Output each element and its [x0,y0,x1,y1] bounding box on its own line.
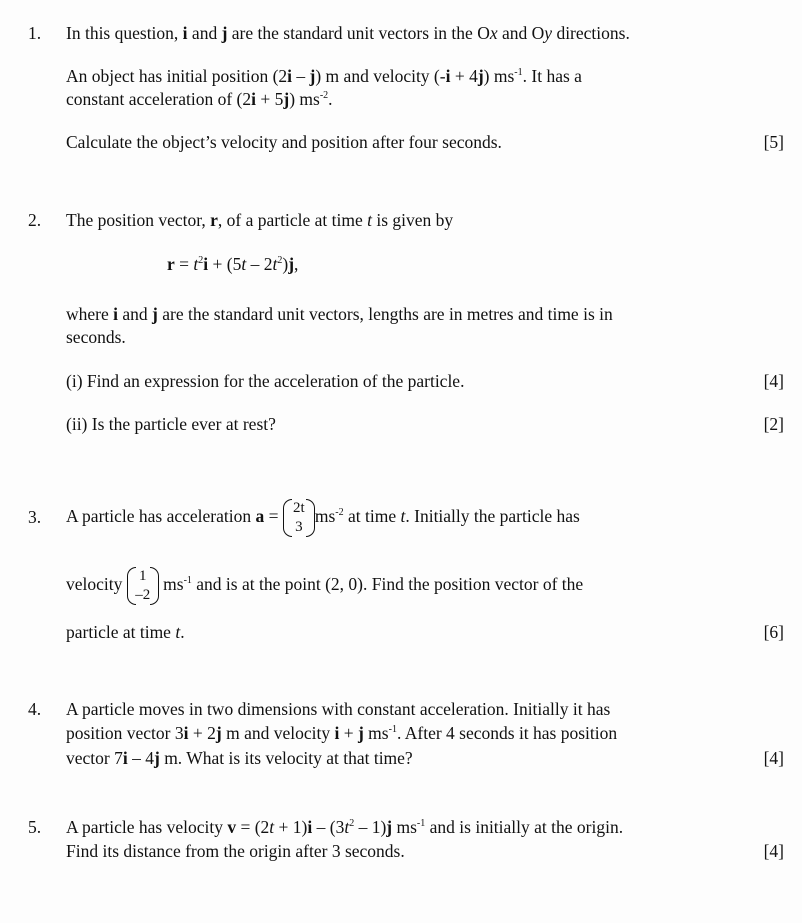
q2-line-3: seconds. [66,327,126,347]
acceleration-vector: 2t 3 [283,499,315,537]
q2-part-ii: (ii) Is the particle ever at rest? [66,414,276,434]
q3-line-2: velocity 1 –2 $ms^{-1}$ and is at the point (2, 0). Find the position vector of the [66,567,584,603]
marks-badge: [2] [763,414,784,434]
q2-line-2: where i and j are the standard unit vectors, lengths are in metres and time is in [66,304,613,324]
question-number: 4. [28,699,42,719]
q5-line-1: A particle has velocity $v = (2t + 1)i - (3t^2 - 1)j$ $ms^{-1}$ and is initially at the origin. [66,817,624,837]
question-number: 3. [28,507,42,527]
q3-line-1: A particle has acceleration a = 2t 3 $ms^{-2}$ at time t. Initially the particle has [66,499,580,535]
marks-badge: [4] [763,371,784,391]
q2-part-i: (i) Find an expression for the acceleration of the particle. [66,371,465,391]
q4-line-2: position vector 3i + 2j m and velocity i + j $ms^{-1}$. After 4 seconds it has position [66,723,618,743]
question-number: 2. [28,210,42,230]
question-number: 1. [28,23,42,43]
q3-line-3: particle at time t. [66,622,185,642]
q1-line-3: constant acceleration of (2i + 5j) $ms^{-2}$. [66,89,333,109]
q4-line-3: vector 7i – 4j m. What is its velocity at that time? [66,748,413,768]
q2-line-1: The position vector, r, of a particle at time t is given by [66,210,454,230]
q2-equation: $r = t^2i + (5t - 2t^2)j$, [167,254,299,274]
velocity-vector: 1 –2 [127,567,159,605]
question-number: 5. [28,817,42,837]
q1-line-2: An object has initial position (2i – j) m and velocity (-i + 4j) $ms^{-1}$. It has a [66,66,582,86]
marks-badge: [4] [763,748,784,768]
q5-line-2: Find its distance from the origin after 3 seconds. [66,841,405,861]
q1-line-4: Calculate the object’s velocity and position after four seconds. [66,132,502,152]
marks-badge: [5] [763,132,784,152]
marks-badge: [4] [763,841,784,861]
q4-line-1: A particle moves in two dimensions with constant acceleration. Initially it has [66,699,611,719]
marks-badge: [6] [763,622,784,642]
q1-line-1: In this question, i and j are the standard unit vectors in the Ox and Oy directions. [66,23,630,43]
